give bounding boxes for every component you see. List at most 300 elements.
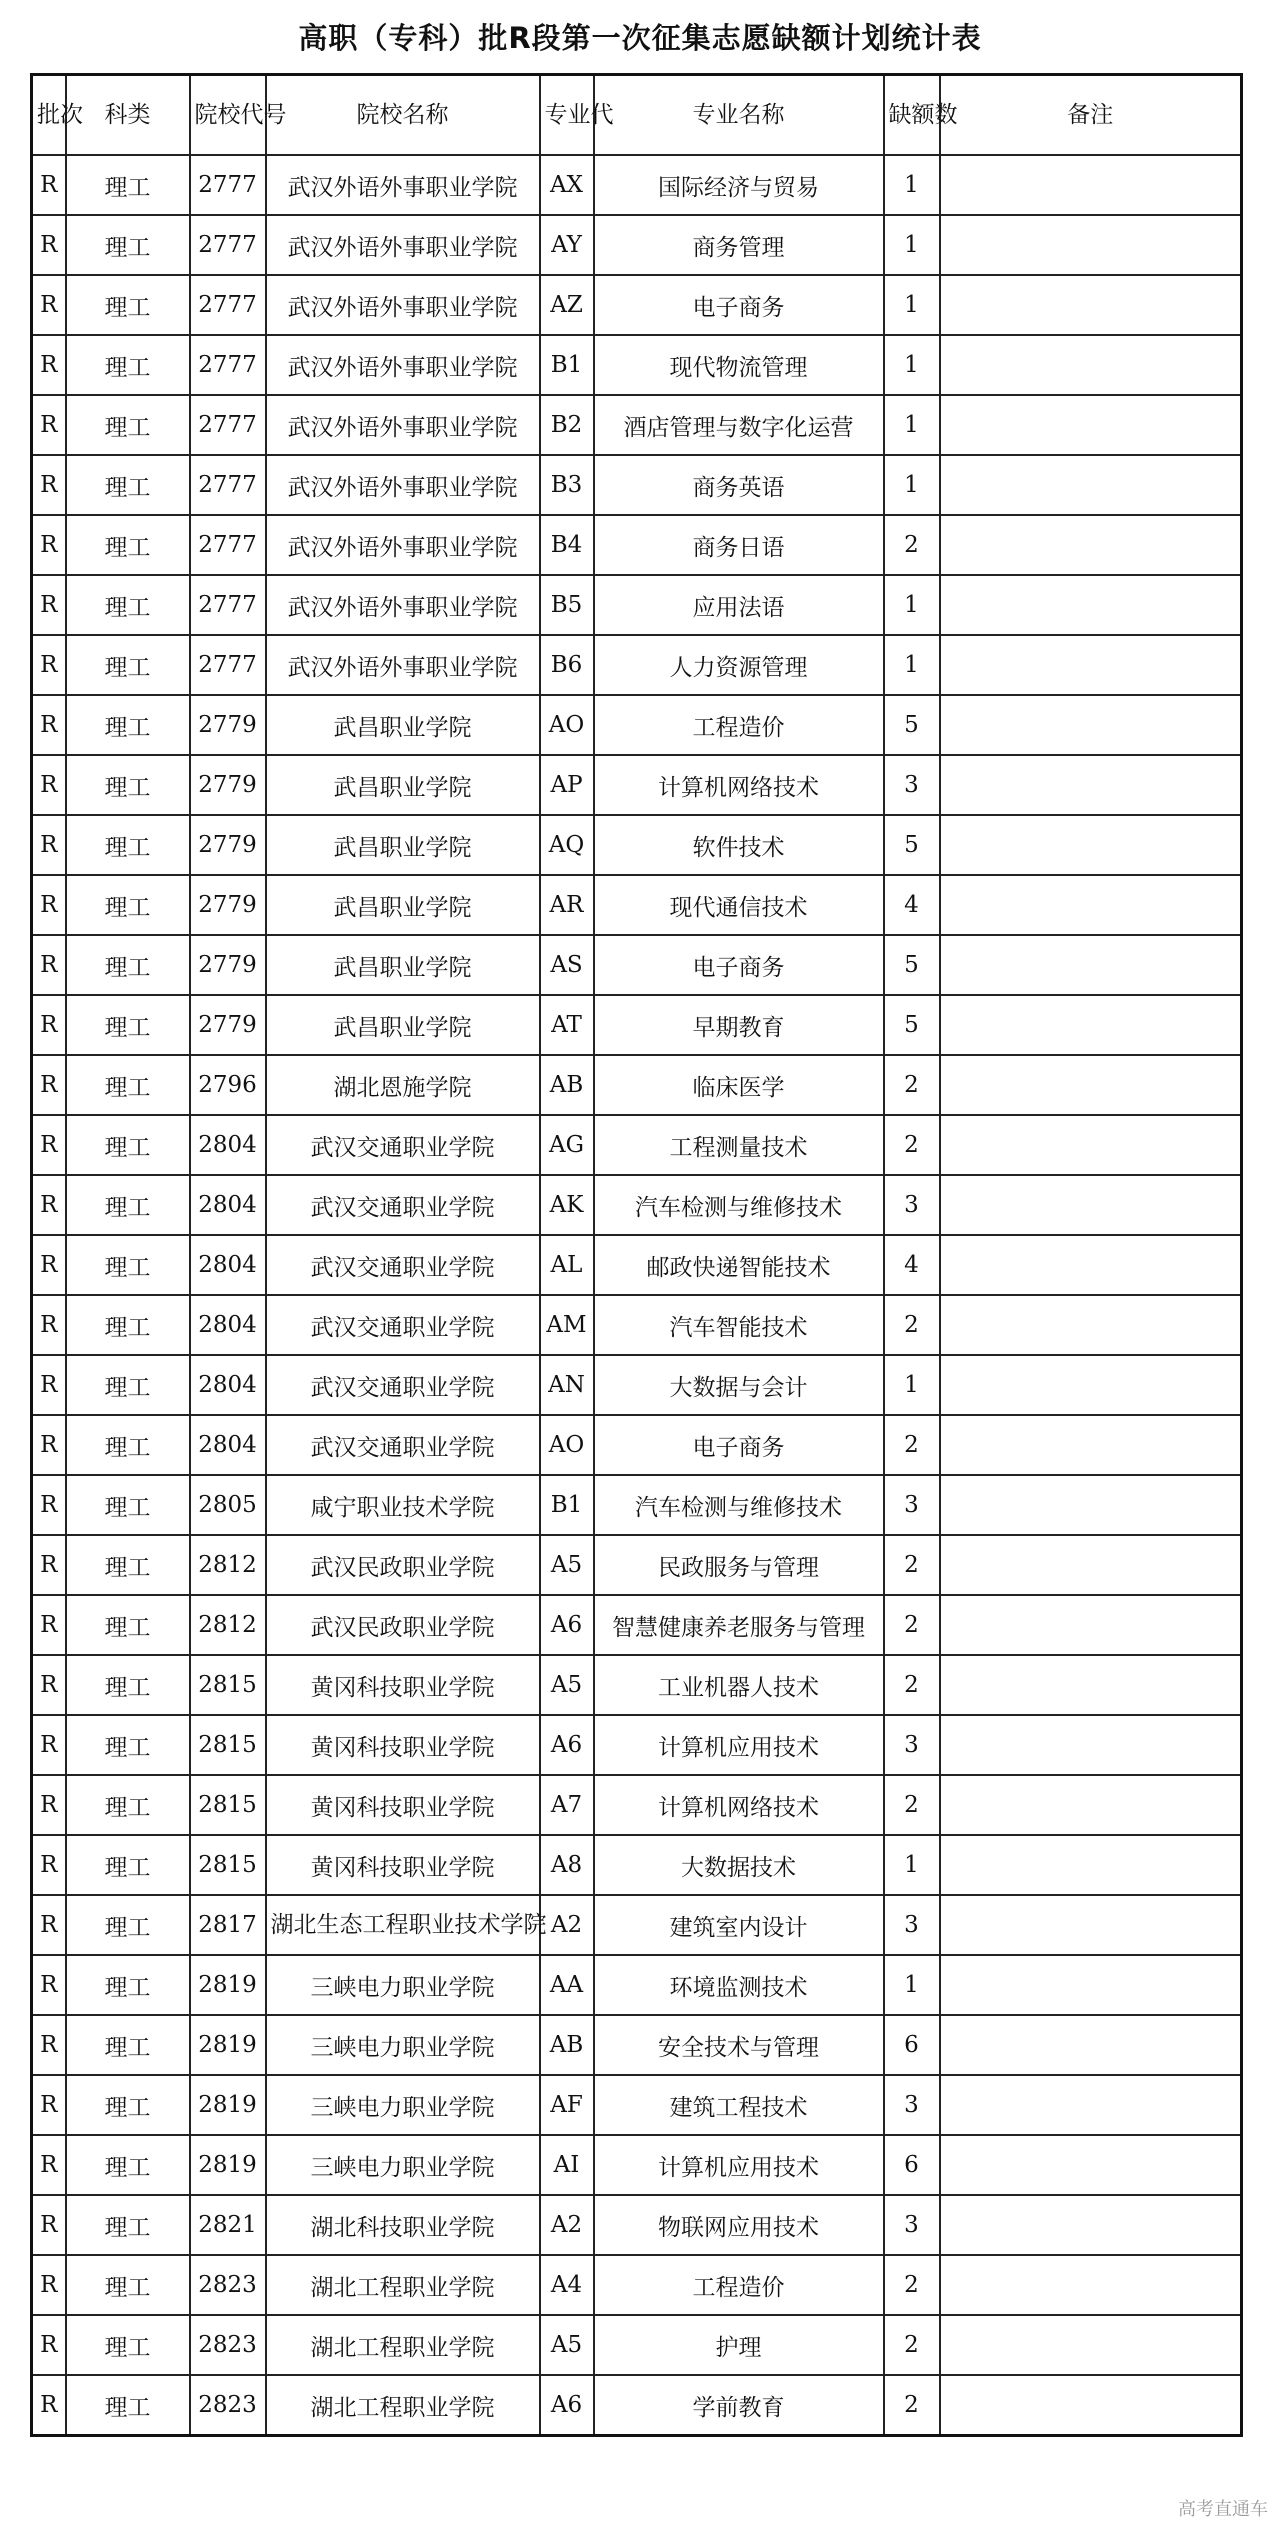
note-cell (940, 455, 1242, 515)
major-code-cell: A7 (540, 1775, 594, 1835)
batch-cell: R (32, 635, 66, 695)
school-name-cell: 武汉外语外事职业学院 (266, 275, 540, 335)
major-code-cell: A2 (540, 1895, 594, 1955)
note-cell (940, 2135, 1242, 2195)
major-code-cell: AK (540, 1175, 594, 1235)
quota-cell: 2 (884, 1595, 940, 1655)
note-cell (940, 1955, 1242, 2015)
batch-cell: R (32, 335, 66, 395)
major-name-cell: 工程测量技术 (594, 1115, 884, 1175)
category-cell: 理工 (66, 815, 190, 875)
note-cell (940, 1775, 1242, 1835)
category-cell: 理工 (66, 1895, 190, 1955)
note-cell (940, 2255, 1242, 2315)
table-row (32, 1775, 1242, 1835)
school-name-cell: 武昌职业学院 (266, 875, 540, 935)
category-cell: 理工 (66, 1595, 190, 1655)
school-name-cell: 黄冈科技职业学院 (266, 1775, 540, 1835)
school-name-cell: 湖北恩施学院 (266, 1055, 540, 1115)
school-code-cell: 2804 (190, 1355, 266, 1415)
school-name-cell: 武汉民政职业学院 (266, 1535, 540, 1595)
major-name-cell: 电子商务 (594, 275, 884, 335)
batch-cell: R (32, 515, 66, 575)
batch-cell: R (32, 155, 66, 215)
school-name-cell: 武汉外语外事职业学院 (266, 335, 540, 395)
major-code-cell: AT (540, 995, 594, 1055)
school-name-cell: 黄冈科技职业学院 (266, 1715, 540, 1775)
table-row (32, 1895, 1242, 1955)
batch-cell: R (32, 935, 66, 995)
table-row (32, 1955, 1242, 2015)
quota-cell: 1 (884, 1835, 940, 1895)
school-code-cell: 2815 (190, 1835, 266, 1895)
note-cell (940, 695, 1242, 755)
major-name-cell: 汽车检测与维修技术 (594, 1475, 884, 1535)
school-name-cell: 武汉民政职业学院 (266, 1595, 540, 1655)
major-name-cell: 计算机网络技术 (594, 1775, 884, 1835)
batch-cell: R (32, 1715, 66, 1775)
table-row (32, 635, 1242, 695)
batch-cell: R (32, 275, 66, 335)
note-cell (940, 1235, 1242, 1295)
school-code-cell: 2804 (190, 1295, 266, 1355)
school-name-cell: 三峡电力职业学院 (266, 2135, 540, 2195)
note-cell (940, 1415, 1242, 1475)
batch-cell: R (32, 2315, 66, 2375)
category-cell: 理工 (66, 2375, 190, 2436)
note-cell (940, 755, 1242, 815)
table-row (32, 455, 1242, 515)
school-code-cell: 2779 (190, 755, 266, 815)
quota-cell: 1 (884, 335, 940, 395)
school-code-cell: 2819 (190, 2075, 266, 2135)
table-row (32, 1835, 1242, 1895)
school-code-cell: 2777 (190, 455, 266, 515)
category-cell: 理工 (66, 155, 190, 215)
category-cell: 理工 (66, 1175, 190, 1235)
category-cell: 理工 (66, 2315, 190, 2375)
school-name-cell: 湖北科技职业学院 (266, 2195, 540, 2255)
major-code-cell: AF (540, 2075, 594, 2135)
major-name-cell: 酒店管理与数字化运营 (594, 395, 884, 455)
quota-cell: 2 (884, 1055, 940, 1115)
note-cell (940, 1895, 1242, 1955)
quota-cell: 2 (884, 1655, 940, 1715)
school-name-cell: 武昌职业学院 (266, 755, 540, 815)
header-major-name: 专业名称 (594, 75, 884, 156)
major-name-cell: 邮政快递智能技术 (594, 1235, 884, 1295)
category-cell: 理工 (66, 935, 190, 995)
quota-cell: 4 (884, 1235, 940, 1295)
major-code-cell: AQ (540, 815, 594, 875)
note-cell (940, 875, 1242, 935)
school-code-cell: 2823 (190, 2315, 266, 2375)
quota-cell: 3 (884, 2075, 940, 2135)
major-name-cell: 大数据技术 (594, 1835, 884, 1895)
quota-table (30, 73, 1243, 2437)
batch-cell: R (32, 2195, 66, 2255)
major-name-cell: 大数据与会计 (594, 1355, 884, 1415)
major-name-cell: 计算机应用技术 (594, 1715, 884, 1775)
major-name-cell: 现代物流管理 (594, 335, 884, 395)
major-name-cell: 建筑室内设计 (594, 1895, 884, 1955)
table-row (32, 2315, 1242, 2375)
category-cell: 理工 (66, 1295, 190, 1355)
batch-cell: R (32, 2375, 66, 2436)
major-name-cell: 智慧健康养老服务与管理 (594, 1595, 884, 1655)
category-cell: 理工 (66, 1835, 190, 1895)
category-cell: 理工 (66, 215, 190, 275)
table-row (32, 815, 1242, 875)
major-code-cell: B1 (540, 1475, 594, 1535)
major-code-cell: AX (540, 155, 594, 215)
header-note: 备注 (940, 75, 1242, 156)
school-name-cell: 武汉外语外事职业学院 (266, 635, 540, 695)
school-name-cell: 黄冈科技职业学院 (266, 1835, 540, 1895)
school-name-cell: 武汉外语外事职业学院 (266, 575, 540, 635)
major-name-cell: 建筑工程技术 (594, 2075, 884, 2135)
school-code-cell: 2817 (190, 1895, 266, 1955)
batch-cell: R (32, 1115, 66, 1175)
school-name-cell: 三峡电力职业学院 (266, 1955, 540, 2015)
school-code-cell: 2805 (190, 1475, 266, 1535)
category-cell: 理工 (66, 695, 190, 755)
school-code-cell: 2815 (190, 1715, 266, 1775)
school-code-cell: 2815 (190, 1655, 266, 1715)
note-cell (940, 1055, 1242, 1115)
school-code-cell: 2804 (190, 1235, 266, 1295)
batch-cell: R (32, 1895, 66, 1955)
major-code-cell: AO (540, 695, 594, 755)
table-row (32, 1295, 1242, 1355)
quota-cell: 6 (884, 2135, 940, 2195)
school-name-cell: 湖北工程职业学院 (266, 2375, 540, 2436)
category-cell: 理工 (66, 2255, 190, 2315)
category-cell: 理工 (66, 1535, 190, 1595)
table-row (32, 1415, 1242, 1475)
school-code-cell: 2812 (190, 1535, 266, 1595)
major-name-cell: 早期教育 (594, 995, 884, 1055)
batch-cell: R (32, 875, 66, 935)
table-row (32, 995, 1242, 1055)
school-name-cell: 武昌职业学院 (266, 935, 540, 995)
header-category: 科类 (66, 75, 190, 156)
table-row (32, 1175, 1242, 1235)
school-code-cell: 2812 (190, 1595, 266, 1655)
major-code-cell: A4 (540, 2255, 594, 2315)
batch-cell: R (32, 1655, 66, 1715)
quota-cell: 6 (884, 2015, 940, 2075)
table-row (32, 1715, 1242, 1775)
batch-cell: R (32, 695, 66, 755)
category-cell: 理工 (66, 275, 190, 335)
watermark: 高考直通车 (1178, 2499, 1268, 2520)
note-cell (940, 1715, 1242, 1775)
note-cell (940, 1595, 1242, 1655)
category-cell: 理工 (66, 635, 190, 695)
table-row (32, 275, 1242, 335)
table-row (32, 1115, 1242, 1175)
school-name-cell: 武汉交通职业学院 (266, 1295, 540, 1355)
school-code-cell: 2777 (190, 635, 266, 695)
quota-cell: 2 (884, 2315, 940, 2375)
note-cell (940, 1115, 1242, 1175)
note-cell (940, 155, 1242, 215)
category-cell: 理工 (66, 2195, 190, 2255)
table-row (32, 2375, 1242, 2436)
major-name-cell: 物联网应用技术 (594, 2195, 884, 2255)
batch-cell: R (32, 815, 66, 875)
school-code-cell: 2823 (190, 2255, 266, 2315)
batch-cell: R (32, 1835, 66, 1895)
school-name-cell: 武汉外语外事职业学院 (266, 395, 540, 455)
quota-cell: 2 (884, 1115, 940, 1175)
category-cell: 理工 (66, 515, 190, 575)
note-cell (940, 395, 1242, 455)
major-name-cell: 软件技术 (594, 815, 884, 875)
header-school-code: 院校代号 (190, 75, 266, 156)
category-cell: 理工 (66, 995, 190, 1055)
category-cell: 理工 (66, 2015, 190, 2075)
quota-cell: 2 (884, 1775, 940, 1835)
table-row (32, 935, 1242, 995)
major-code-cell: B1 (540, 335, 594, 395)
table-row (32, 2195, 1242, 2255)
batch-cell: R (32, 2135, 66, 2195)
major-code-cell: A5 (540, 1655, 594, 1715)
table-row (32, 1355, 1242, 1415)
major-code-cell: AL (540, 1235, 594, 1295)
major-code-cell: AB (540, 1055, 594, 1115)
table-row (32, 1055, 1242, 1115)
school-name-cell: 武汉外语外事职业学院 (266, 515, 540, 575)
school-name-cell: 武汉外语外事职业学院 (266, 215, 540, 275)
school-code-cell: 2779 (190, 935, 266, 995)
note-cell (940, 1835, 1242, 1895)
note-cell (940, 2375, 1242, 2436)
category-cell: 理工 (66, 2075, 190, 2135)
major-name-cell: 商务日语 (594, 515, 884, 575)
school-code-cell: 2804 (190, 1415, 266, 1475)
school-code-cell: 2804 (190, 1115, 266, 1175)
major-code-cell: AY (540, 215, 594, 275)
table-row (32, 875, 1242, 935)
category-cell: 理工 (66, 875, 190, 935)
school-name-cell: 黄冈科技职业学院 (266, 1655, 540, 1715)
note-cell (940, 275, 1242, 335)
major-code-cell: AS (540, 935, 594, 995)
table-row (32, 515, 1242, 575)
note-cell (940, 815, 1242, 875)
quota-cell: 1 (884, 215, 940, 275)
major-name-cell: 电子商务 (594, 1415, 884, 1475)
major-code-cell: B2 (540, 395, 594, 455)
table-row (32, 695, 1242, 755)
major-name-cell: 工程造价 (594, 2255, 884, 2315)
major-code-cell: A6 (540, 1595, 594, 1655)
note-cell (940, 215, 1242, 275)
major-name-cell: 汽车智能技术 (594, 1295, 884, 1355)
batch-cell: R (32, 215, 66, 275)
batch-cell: R (32, 575, 66, 635)
note-cell (940, 1535, 1242, 1595)
major-code-cell: AM (540, 1295, 594, 1355)
category-cell: 理工 (66, 1655, 190, 1715)
category-cell: 理工 (66, 1055, 190, 1115)
school-code-cell: 2819 (190, 2135, 266, 2195)
header-quota: 缺额数 (884, 75, 940, 156)
major-name-cell: 人力资源管理 (594, 635, 884, 695)
school-code-cell: 2777 (190, 335, 266, 395)
school-code-cell: 2804 (190, 1175, 266, 1235)
table-row (32, 1235, 1242, 1295)
major-code-cell: AI (540, 2135, 594, 2195)
batch-cell: R (32, 1955, 66, 2015)
batch-cell: R (32, 1415, 66, 1475)
category-cell: 理工 (66, 1115, 190, 1175)
major-name-cell: 现代通信技术 (594, 875, 884, 935)
major-name-cell: 临床医学 (594, 1055, 884, 1115)
school-code-cell: 2777 (190, 395, 266, 455)
quota-cell: 1 (884, 1955, 940, 2015)
quota-cell: 1 (884, 635, 940, 695)
major-code-cell: AB (540, 2015, 594, 2075)
major-code-cell: B4 (540, 515, 594, 575)
school-name-cell: 湖北生态工程职业技术学院 (266, 1895, 540, 1955)
batch-cell: R (32, 2015, 66, 2075)
quota-cell: 2 (884, 1415, 940, 1475)
table-row (32, 2135, 1242, 2195)
major-name-cell: 商务英语 (594, 455, 884, 515)
major-name-cell: 护理 (594, 2315, 884, 2375)
major-name-cell: 环境监测技术 (594, 1955, 884, 2015)
note-cell (940, 2015, 1242, 2075)
table-row (32, 755, 1242, 815)
category-cell: 理工 (66, 455, 190, 515)
table-row (32, 1475, 1242, 1535)
category-cell: 理工 (66, 395, 190, 455)
table-row (32, 335, 1242, 395)
note-cell (940, 335, 1242, 395)
quota-cell: 2 (884, 2375, 940, 2436)
table-row (32, 2075, 1242, 2135)
batch-cell: R (32, 995, 66, 1055)
note-cell (940, 2315, 1242, 2375)
major-name-cell: 商务管理 (594, 215, 884, 275)
major-code-cell: AG (540, 1115, 594, 1175)
quota-cell: 3 (884, 1715, 940, 1775)
school-code-cell: 2777 (190, 575, 266, 635)
quota-cell: 1 (884, 575, 940, 635)
category-cell: 理工 (66, 755, 190, 815)
school-name-cell: 武昌职业学院 (266, 695, 540, 755)
quota-cell: 1 (884, 155, 940, 215)
quota-cell: 5 (884, 995, 940, 1055)
school-code-cell: 2819 (190, 1955, 266, 2015)
major-name-cell: 电子商务 (594, 935, 884, 995)
school-code-cell: 2779 (190, 815, 266, 875)
school-name-cell: 武汉外语外事职业学院 (266, 455, 540, 515)
school-name-cell: 武汉交通职业学院 (266, 1175, 540, 1235)
category-cell: 理工 (66, 575, 190, 635)
school-name-cell: 武汉交通职业学院 (266, 1115, 540, 1175)
quota-cell: 3 (884, 2195, 940, 2255)
major-name-cell: 应用法语 (594, 575, 884, 635)
quota-cell: 3 (884, 1895, 940, 1955)
batch-cell: R (32, 755, 66, 815)
quota-cell: 2 (884, 2255, 940, 2315)
major-name-cell: 学前教育 (594, 2375, 884, 2436)
header-batch: 批次 (32, 75, 66, 156)
category-cell: 理工 (66, 335, 190, 395)
batch-cell: R (32, 395, 66, 455)
batch-cell: R (32, 1355, 66, 1415)
table-row (32, 575, 1242, 635)
batch-cell: R (32, 1595, 66, 1655)
note-cell (940, 1295, 1242, 1355)
table-row (32, 155, 1242, 215)
batch-cell: R (32, 1775, 66, 1835)
major-name-cell: 汽车检测与维修技术 (594, 1175, 884, 1235)
major-code-cell: A8 (540, 1835, 594, 1895)
school-code-cell: 2777 (190, 215, 266, 275)
major-code-cell: A6 (540, 1715, 594, 1775)
school-code-cell: 2779 (190, 695, 266, 755)
school-code-cell: 2819 (190, 2015, 266, 2075)
school-name-cell: 湖北工程职业学院 (266, 2255, 540, 2315)
batch-cell: R (32, 1175, 66, 1235)
note-cell (940, 635, 1242, 695)
major-code-cell: AO (540, 1415, 594, 1475)
page-title: 高职（专科）批R段第一次征集志愿缺额计划统计表 (298, 21, 982, 55)
school-name-cell: 武昌职业学院 (266, 995, 540, 1055)
school-name-cell: 武汉交通职业学院 (266, 1355, 540, 1415)
quota-cell: 3 (884, 1475, 940, 1535)
major-code-cell: B6 (540, 635, 594, 695)
quota-cell: 5 (884, 935, 940, 995)
note-cell (940, 1175, 1242, 1235)
school-name-cell: 武昌职业学院 (266, 815, 540, 875)
table-header-row (32, 75, 1242, 156)
table-row (32, 1595, 1242, 1655)
note-cell (940, 575, 1242, 635)
major-code-cell: AP (540, 755, 594, 815)
category-cell: 理工 (66, 1955, 190, 2015)
major-code-cell: A5 (540, 2315, 594, 2375)
table-row (32, 1535, 1242, 1595)
note-cell (940, 2075, 1242, 2135)
major-name-cell: 民政服务与管理 (594, 1535, 884, 1595)
school-name-cell: 武汉外语外事职业学院 (266, 155, 540, 215)
batch-cell: R (32, 1295, 66, 1355)
quota-cell: 5 (884, 695, 940, 755)
batch-cell: R (32, 1055, 66, 1115)
quota-cell: 4 (884, 875, 940, 935)
batch-cell: R (32, 1235, 66, 1295)
major-code-cell: B3 (540, 455, 594, 515)
major-name-cell: 工程造价 (594, 695, 884, 755)
major-code-cell: AR (540, 875, 594, 935)
major-name-cell: 计算机应用技术 (594, 2135, 884, 2195)
table-row (32, 2255, 1242, 2315)
school-code-cell: 2777 (190, 515, 266, 575)
school-code-cell: 2777 (190, 155, 266, 215)
school-name-cell: 咸宁职业技术学院 (266, 1475, 540, 1535)
table-row (32, 215, 1242, 275)
quota-cell: 1 (884, 275, 940, 335)
major-code-cell: B5 (540, 575, 594, 635)
category-cell: 理工 (66, 1715, 190, 1775)
